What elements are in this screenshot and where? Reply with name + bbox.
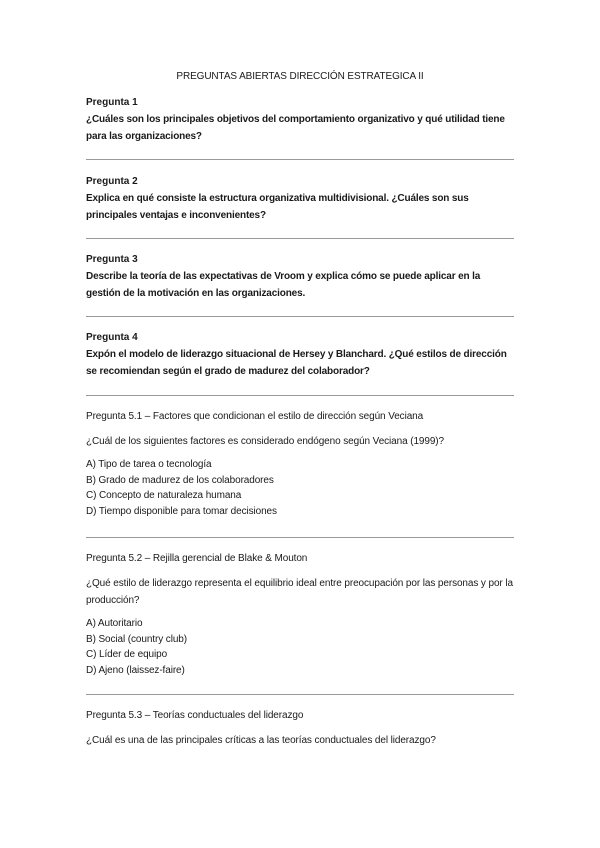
section-divider <box>86 694 514 695</box>
document-title: PREGUNTAS ABIERTAS DIRECCIÓN ESTRATEGICA II <box>176 71 424 82</box>
mc-question-5-3 <box>86 708 514 749</box>
mc-question-5-2 <box>86 551 514 678</box>
question-label: Pregunta 1 <box>86 97 138 108</box>
answer-option-a: A) Tipo de tarea o tecnología <box>86 459 212 470</box>
answer-option-d: D) Tiempo disponible para tomar decisiones <box>86 505 277 517</box>
question-text: ¿Qué estilo de liderazgo representa el equilibrio ideal entre preocupación por las personas y por la producción? <box>86 578 513 606</box>
open-question-3 <box>86 252 514 302</box>
section-divider <box>86 238 514 239</box>
open-question-4 <box>86 330 514 380</box>
question-text: Explica en qué consiste la estructura organizativa multidivisional. ¿Cuáles son sus principales ventajas e inconvenientes? <box>86 193 469 221</box>
question-text: ¿Cuál es una de las principales críticas a las teorías conductuales del liderazgo? <box>86 735 436 746</box>
section-divider <box>86 316 514 317</box>
answer-option-b: B) Grado de madurez de los colaboradores <box>86 474 274 486</box>
question-heading: Pregunta 5.1 – Factores que condicionan el estilo de dirección según Veciana <box>86 411 424 422</box>
section-divider <box>86 395 514 396</box>
open-question-2 <box>86 174 514 224</box>
question-label: Pregunta 3 <box>86 254 138 265</box>
question-text: ¿Cuáles son los principales objetivos del comportamiento organizativo y qué utilidad tiene para las organizaciones? <box>86 114 505 142</box>
answer-option-c: C) Concepto de naturaleza humana <box>86 490 242 501</box>
answer-option-d: D) Ajeno (laissez-faire) <box>86 664 185 676</box>
question-heading: Pregunta 5.2 – Rejilla gerencial de Blake & Mouton <box>86 553 308 564</box>
section-divider <box>86 537 514 538</box>
answer-option-a: A) Autoritario <box>86 618 143 629</box>
question-text: ¿Cuál de los siguientes factores es considerado endógeno según Veciana (1999)? <box>86 436 445 447</box>
section-divider <box>86 159 514 160</box>
open-question-1 <box>86 95 514 145</box>
question-heading: Pregunta 5.3 – Teorías conductuales del liderazgo <box>86 710 304 721</box>
mc-question-5-1 <box>86 409 514 519</box>
question-label: Pregunta 2 <box>86 176 138 187</box>
answer-option-c: C) Líder de equipo <box>86 649 168 660</box>
answer-options <box>86 616 514 678</box>
answer-option-b: B) Social (country club) <box>86 633 187 645</box>
answer-options <box>86 457 514 519</box>
question-text: Describe la teoría de las expectativas de Vroom y explica cómo se puede aplicar en la gestión de la motivación en las organizaciones. <box>86 271 481 299</box>
question-text: Expón el modelo de liderazgo situacional de Hersey y Blanchard. ¿Qué estilos de dirección se recomiendan según el grado de madurez del colaborador? <box>86 349 507 377</box>
question-label: Pregunta 4 <box>86 332 138 343</box>
